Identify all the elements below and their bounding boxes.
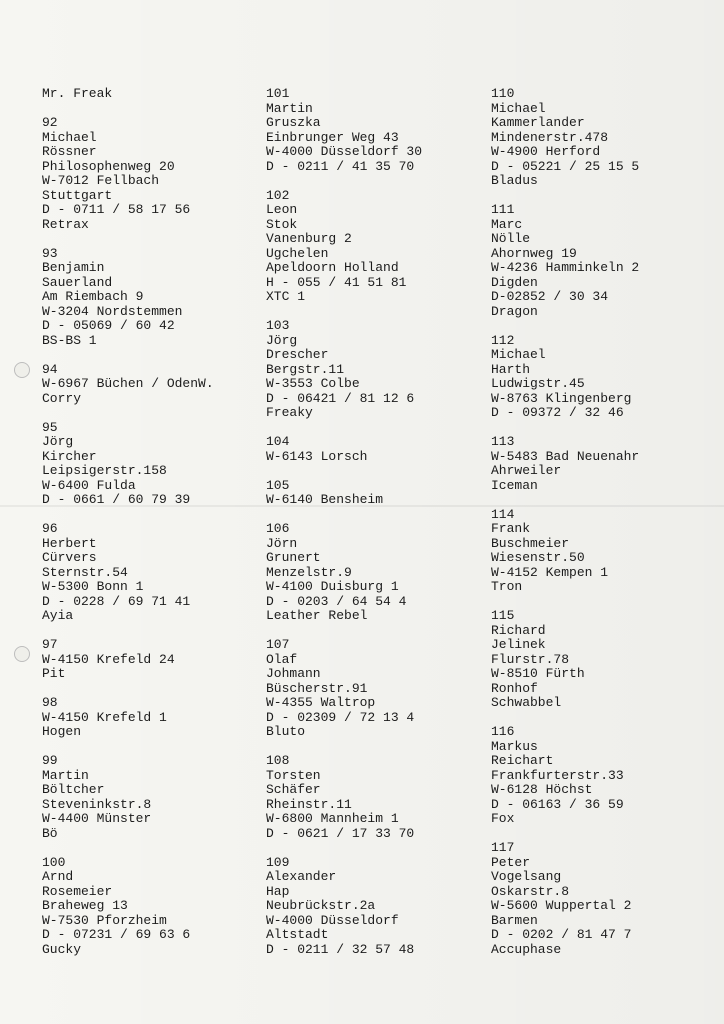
- entry-line: D - 07231 / 69 63 6: [42, 927, 191, 942]
- entry-line: BS-BS 1: [42, 332, 97, 348]
- entry-line: D - 05221 / 25 15 5: [491, 158, 640, 174]
- entry-line: Apeldoorn Holland: [266, 260, 399, 275]
- entry-number: 105: [266, 477, 290, 493]
- entry-line: Jörg: [266, 332, 298, 348]
- entry-line: Bladus: [491, 173, 538, 188]
- entry-spacer: [491, 421, 711, 436]
- address-entry: [266, 87, 486, 174]
- entry-line: D - 0211 / 32 57 48: [266, 941, 415, 957]
- address-entry: [266, 479, 486, 508]
- entry-line: Altstadt: [266, 927, 329, 942]
- entry-line: Accuphase: [491, 941, 562, 957]
- address-entry: [42, 856, 262, 958]
- entry-line: W-6128 Höchst: [491, 782, 593, 797]
- entry-spacer: [266, 740, 486, 755]
- entry-line: Ayia: [42, 608, 74, 623]
- address-entry: [491, 508, 711, 595]
- address-entry: [491, 203, 711, 319]
- entry-line: Wiesenstr.50: [491, 550, 585, 565]
- entry-line: Frank: [491, 521, 531, 536]
- address-entry: [491, 725, 711, 827]
- entry-line: W-6140 Bensheim: [266, 492, 384, 507]
- entry-line: Martin: [266, 100, 313, 116]
- entry-number: 100: [42, 854, 66, 870]
- entry-line: Richard: [491, 622, 546, 638]
- entry-line: Sternstr.54: [42, 564, 128, 580]
- entry-spacer: [42, 624, 262, 639]
- entry-spacer: [42, 232, 262, 247]
- entry-line: Bö: [42, 825, 58, 841]
- entry-line: Dragon: [491, 303, 538, 319]
- address-entry: [491, 841, 711, 957]
- entry-number: 114: [491, 506, 515, 522]
- entry-line: Menzelstr.9: [266, 564, 352, 580]
- entry-line: Schwabbel: [491, 695, 562, 710]
- entry-line: W-4355 Waltrop: [266, 695, 376, 710]
- entry-line: Einbrunger Weg 43: [266, 129, 399, 145]
- entry-spacer: [491, 595, 711, 610]
- entry-line: D - 0203 / 64 54 4: [266, 593, 407, 609]
- entry-spacer: [491, 319, 711, 334]
- entry-line: W-3204 Nordstemmen: [42, 303, 183, 319]
- entry-line: Leather Rebel: [266, 608, 368, 623]
- entry-number: 93: [42, 245, 58, 261]
- entry-line: Rössner: [42, 144, 97, 159]
- entry-line: Barmen: [491, 912, 538, 928]
- entry-spacer: [42, 682, 262, 697]
- entry-line: Michael: [42, 129, 97, 145]
- entry-line: Grunert: [266, 550, 321, 565]
- entry-line: D - 0661 / 60 79 39: [42, 492, 191, 507]
- entry-line: D - 0211 / 41 35 70: [266, 158, 415, 174]
- entry-spacer: [266, 464, 486, 479]
- entry-line: W-4100 Duisburg 1: [266, 579, 399, 594]
- entry-line: D - 06163 / 36 59: [491, 796, 624, 812]
- entry-line: Ahornweg 19: [491, 245, 577, 261]
- entry-line: Braheweg 13: [42, 898, 128, 913]
- entry-line: Kammerlander: [491, 115, 585, 130]
- entry-line: W-6143 Lorsch: [266, 448, 368, 464]
- entry-line: Freaky: [266, 405, 313, 420]
- entry-line: W-5300 Bonn 1: [42, 579, 144, 594]
- entry-number: 110: [491, 86, 515, 101]
- address-entry: [42, 421, 262, 508]
- entry-line: Fox: [491, 811, 515, 826]
- entry-line: H - 055 / 41 51 81: [266, 274, 407, 290]
- entry-line: Philosophenweg 20: [42, 158, 175, 174]
- entry-line: D - 02309 / 72 13 4: [266, 709, 415, 725]
- entry-line: Bergstr.11: [266, 361, 345, 377]
- entry-line: Rheinstr.11: [266, 796, 352, 812]
- entry-line: Herbert: [42, 535, 97, 551]
- entry-line: Buschmeier: [491, 535, 570, 551]
- entry-line: Martin: [42, 767, 89, 783]
- entry-number: 99: [42, 753, 58, 768]
- entry-line: Ahrweiler: [491, 463, 562, 478]
- entry-line: Ugchelen: [266, 245, 329, 261]
- entry-line: Stuttgart: [42, 187, 113, 203]
- entry-line: Markus: [491, 738, 538, 754]
- entry-line: Retrax: [42, 216, 89, 232]
- entry-number: 103: [266, 318, 290, 333]
- entry-line: XTC 1: [266, 289, 306, 304]
- entry-number: 95: [42, 419, 58, 435]
- entry-line: Tron: [491, 579, 523, 594]
- entry-line: W-3553 Colbe: [266, 376, 360, 391]
- entry-spacer: [42, 348, 262, 363]
- entry-line: Nölle: [491, 231, 531, 246]
- address-entry: [491, 435, 711, 493]
- entry-line: Büscherstr.91: [266, 680, 368, 696]
- entry-line: W-8510 Fürth: [491, 666, 585, 681]
- entry-line: D - 06421 / 81 12 6: [266, 390, 415, 406]
- entry-spacer: [491, 493, 711, 508]
- entry-line: Schäfer: [266, 782, 321, 797]
- entry-line: Pit: [42, 666, 66, 681]
- address-entry: [266, 435, 486, 464]
- entry-line: Michael: [491, 100, 546, 116]
- address-entry: [42, 87, 262, 102]
- address-entry: [42, 116, 262, 232]
- entry-number: 109: [266, 854, 290, 870]
- address-entry: [491, 334, 711, 421]
- entry-line: W-6800 Mannheim 1: [266, 811, 399, 826]
- entry-spacer: [42, 740, 262, 755]
- entry-line: Jelinek: [491, 637, 546, 652]
- entry-line: D - 05069 / 60 42: [42, 318, 175, 333]
- address-entry: [266, 189, 486, 305]
- entry-line: Hogen: [42, 724, 82, 739]
- entry-line: Hap: [266, 883, 290, 899]
- entry-line: W-8763 Klingenberg: [491, 390, 632, 406]
- entry-line: W-4152 Kempen 1: [491, 564, 609, 580]
- entry-spacer: [42, 508, 262, 523]
- punch-hole: [14, 362, 30, 378]
- address-entry: [42, 754, 262, 841]
- entry-line: D - 0202 / 81 47 7: [491, 927, 632, 942]
- entry-line: Leipsigerstr.158: [42, 463, 167, 478]
- entry-spacer: [42, 102, 262, 117]
- entry-line: Oskarstr.8: [491, 883, 570, 899]
- entry-line: W-6400 Fulda: [42, 477, 136, 493]
- entry-line: Mindenerstr.478: [491, 129, 609, 145]
- entry-line: Peter: [491, 854, 531, 870]
- entry-number: 106: [266, 521, 290, 536]
- address-entry: [42, 696, 262, 740]
- address-entry: [266, 754, 486, 841]
- entry-line: D - 0621 / 17 33 70: [266, 825, 415, 841]
- entry-line: Alexander: [266, 869, 337, 884]
- entry-spacer: [42, 406, 262, 421]
- entry-line: W-6967 Büchen / OdenW.: [42, 376, 214, 391]
- entry-number: 108: [266, 753, 290, 768]
- entry-line: Ludwigstr.45: [491, 376, 585, 391]
- entry-line: W-4150 Krefeld 24: [42, 651, 175, 667]
- entry-line: Stok: [266, 216, 298, 232]
- entry-number: 98: [42, 695, 58, 710]
- entry-line: W-4000 Düsseldorf: [266, 912, 399, 928]
- entry-line: Frankfurterstr.33: [491, 767, 624, 783]
- entry-line: W-4400 Münster: [42, 811, 152, 826]
- address-entry: [266, 319, 486, 421]
- column-2: [266, 87, 486, 957]
- entry-line: W-5600 Wuppertal 2: [491, 898, 632, 913]
- address-entry: [491, 609, 711, 711]
- entry-spacer: [266, 174, 486, 189]
- entry-line: Rosemeier: [42, 883, 113, 899]
- entry-line: W-4236 Hamminkeln 2: [491, 260, 640, 275]
- punch-hole: [14, 646, 30, 662]
- entry-line: Vogelsang: [491, 869, 562, 884]
- entry-spacer: [266, 508, 486, 523]
- entry-line: D - 09372 / 32 46: [491, 405, 624, 420]
- address-entry: [42, 247, 262, 349]
- entry-line: Jörn: [266, 535, 298, 551]
- entry-number: 113: [491, 434, 515, 449]
- entry-line: Digden: [491, 274, 538, 290]
- entry-spacer: [491, 711, 711, 726]
- entry-line: Kircher: [42, 448, 97, 464]
- address-entry: [491, 87, 711, 189]
- address-entry: [42, 522, 262, 624]
- entry-line: Marc: [491, 216, 523, 232]
- entry-number: 96: [42, 521, 58, 536]
- entry-line: Flurstr.78: [491, 651, 570, 667]
- entry-line: D - 0711 / 58 17 56: [42, 202, 191, 217]
- entry-line: Leon: [266, 202, 298, 217]
- entry-line: Am Riembach 9: [42, 289, 144, 304]
- entry-line: W-4900 Herford: [491, 144, 601, 159]
- entry-line: Vanenburg 2: [266, 231, 352, 246]
- entry-number: 101: [266, 86, 290, 101]
- address-entry: [266, 522, 486, 624]
- entry-line: Bluto: [266, 724, 306, 739]
- entry-line: Böltcher: [42, 782, 105, 797]
- entry-number: 115: [491, 608, 515, 623]
- entry-line: Gruszka: [266, 115, 321, 130]
- entry-line: Michael: [491, 347, 546, 362]
- entry-line: W-4150 Krefeld 1: [42, 709, 167, 725]
- entry-line: Reichart: [491, 753, 554, 768]
- entry-line: Iceman: [491, 477, 538, 493]
- entry-line: Harth: [491, 361, 531, 377]
- entry-spacer: [491, 827, 711, 842]
- entry-line: Benjamin: [42, 260, 105, 275]
- address-entry: [266, 638, 486, 740]
- entry-line: Cürvers: [42, 550, 97, 565]
- entry-line: D-02852 / 30 34: [491, 289, 609, 304]
- entry-line: W-7530 Pforzheim: [42, 912, 167, 928]
- entry-line: Steveninkstr.8: [42, 796, 152, 812]
- entry-number: 107: [266, 637, 290, 652]
- entry-number: 112: [491, 332, 515, 348]
- entry-line: Neubrückstr.2a: [266, 898, 376, 913]
- entry-spacer: [266, 421, 486, 436]
- entry-line: D - 0228 / 69 71 41: [42, 593, 191, 609]
- entry-number: 117: [491, 840, 515, 855]
- entry-line: Sauerland: [42, 274, 113, 290]
- entry-spacer: [491, 189, 711, 204]
- entry-spacer: [266, 305, 486, 320]
- column-1: [42, 87, 262, 957]
- entry-line: Gucky: [42, 941, 82, 957]
- column-3: [491, 87, 711, 957]
- entry-number: 116: [491, 724, 515, 739]
- entry-line: W-5483 Bad Neuenahr: [491, 448, 640, 464]
- entry-line: Johmann: [266, 666, 321, 681]
- entry-spacer: [266, 841, 486, 856]
- entry-line: W-4000 Düsseldorf 30: [266, 144, 423, 159]
- entry-line: Mr. Freak: [42, 86, 113, 101]
- address-entry: [42, 638, 262, 682]
- entry-number: 97: [42, 637, 58, 652]
- entry-number: 104: [266, 434, 290, 449]
- entry-line: Arnd: [42, 869, 74, 884]
- entry-number: 102: [266, 187, 290, 203]
- entry-spacer: [42, 841, 262, 856]
- entry-line: Drescher: [266, 347, 329, 362]
- entry-number: 94: [42, 361, 58, 377]
- entry-number: 92: [42, 115, 58, 130]
- entry-spacer: [266, 624, 486, 639]
- entry-line: W-7012 Fellbach: [42, 173, 160, 188]
- entry-line: Jörg: [42, 434, 74, 449]
- entry-number: 111: [491, 202, 515, 217]
- address-entry: [266, 856, 486, 958]
- entry-line: Corry: [42, 390, 82, 406]
- entry-line: Olaf: [266, 651, 298, 667]
- address-entry: [42, 363, 262, 407]
- entry-line: Torsten: [266, 767, 321, 783]
- entry-line: Ronhof: [491, 680, 538, 696]
